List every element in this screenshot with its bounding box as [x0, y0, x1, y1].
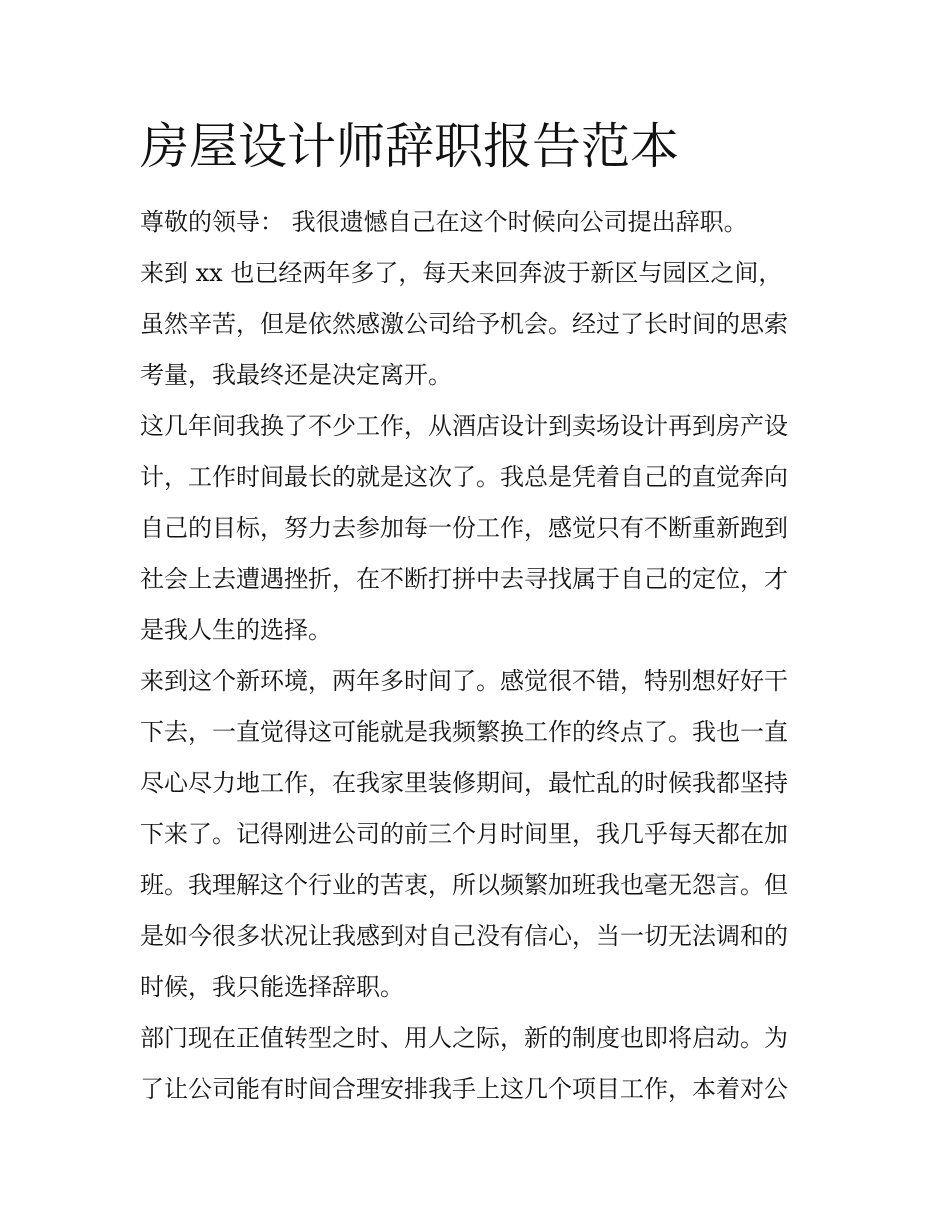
text-line: 这几年间我换了不少工作，从酒店设计到卖场设计再到房产设	[140, 412, 788, 440]
text-line: 自己的目标，努力去参加每一份工作，感觉只有不断重新跑到	[140, 514, 788, 542]
text-line: 来到这个新环境，两年多时间了。感觉很不错，特别想好好干	[140, 667, 788, 695]
text-line: 考量，我最终还是决定离开。	[140, 361, 452, 389]
text-line: 下来了。记得刚进公司的前三个月时间里，我几乎每天都在加	[140, 820, 788, 848]
text-line: 来到 xx 也已经两年多了，每天来回奔波于新区与园区之间，	[140, 259, 783, 287]
text-line: 下去，一直觉得这可能就是我频繁换工作的终点了。我也一直	[140, 718, 788, 746]
text-line: 部门现在正值转型之时、用人之际，新的制度也即将启动。为	[140, 1024, 788, 1052]
text-line: 班。我理解这个行业的苦衷，所以频繁加班我也毫无怨言。但	[140, 871, 788, 899]
text-line: 是如今很多状况让我感到对自己没有信心，当一切无法调和的	[140, 922, 788, 950]
text-line: 时候，我只能选择辞职。	[140, 973, 404, 1001]
page-title: 房屋设计师辞职报告范本	[140, 118, 680, 175]
text-line: 计，工作时间最长的就是这次了。我总是凭着自己的直觉奔向	[140, 463, 788, 491]
text-line: 是我人生的选择。	[140, 616, 332, 644]
text-line: 虽然辛苦，但是依然感激公司给予机会。经过了长时间的思索	[140, 310, 788, 338]
text-line: 了让公司能有时间合理安排我手上这几个项目工作，本着对公	[140, 1075, 788, 1103]
text-line: 尽心尽力地工作，在我家里装修期间，最忙乱的时候我都坚持	[140, 769, 788, 797]
text-line: 尊敬的领导： 我很遗憾自己在这个时候向公司提出辞职。	[140, 208, 748, 236]
text-line: 社会上去遭遇挫折，在不断打拼中去寻找属于自己的定位，才	[140, 565, 788, 593]
